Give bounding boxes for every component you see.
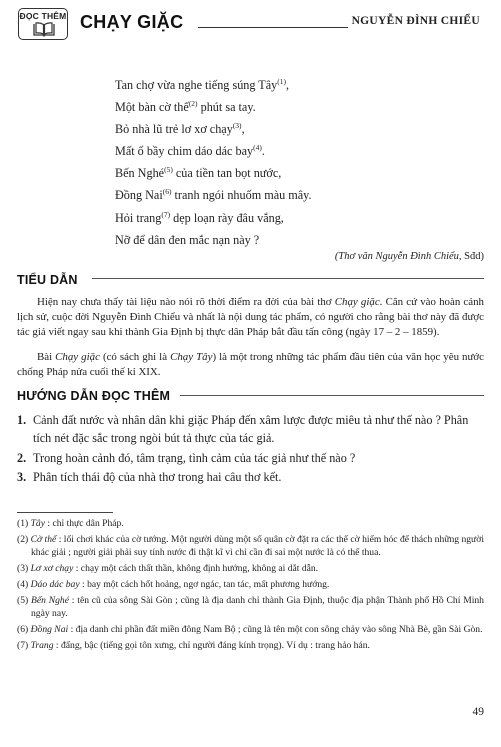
poem-source: (Thơ văn Nguyễn Đình Chiểu, Sđd) [334,251,484,262]
footnote-marker: (4) [253,143,262,153]
footnote-item: (7) Trang : đấng, bậc (tiếng gọi tôn xưng, chỉ người đáng kính trọng). Ví dụ : trang hảo hán. [17,639,370,651]
footnote-marker: (1) [277,76,286,86]
poem-line: Mất ổ bầy chim dáo dác bay$^{(4)}$. [115,143,265,159]
poem-line: Đồng Nai$^{(6)}$ tranh ngói nhuốm màu mây. [115,187,312,203]
header-rule [198,27,348,28]
footnote-item: (5) Bến Nghé : tên cũ của sông Sài Gòn ; cũng là địa danh chỉ thành Gia Định, thuộc địa phận Thành phố Hồ Chí Minh ngày nay. [17,594,484,619]
footnote-item: (1) Tây : chỉ thực dân Pháp. [17,518,124,529]
footnote-marker: (3) [232,121,242,131]
question-item: 2. Trong hoàn cảnh đó, tâm trạng, tình cảm của tác giả như thế nào ? [17,450,356,465]
question-item: 1. Cảnh đất nước và nhân dân khi giặc Pháp đến xâm lược được miêu tả như thế nào ? Phân tích nét đặc sắc trong ngòi bút tả thực của tác giả. [17,413,469,445]
poem-line: Tan chợ vừa nghe tiếng súng Tây$^{(1)}$, [115,76,290,92]
poem-line: Hỏi trang$^{(7)}$ dẹp loạn rày đâu vắng, [115,209,284,225]
page-header [18,8,484,42]
footnote-item: (2) Cờ thế : lối chơi khác của cờ tướng. Một người dùng một số quân cờ đặt ra các thế cờ hiểm hóc để thách những người khác giải ; người giải phải suy tính nước đi thật kĩ vì chỉ cần đi sai một nước là có thể thua. [17,533,484,559]
badge-label: ĐỌC THÊM [19,11,67,21]
footnote-marker: (5) [164,165,173,175]
footnote-item: (4) Dáo dác bay : bay một cách hốt hoảng, ngơ ngác, tan tác, mất phương hướng. [17,578,330,590]
poem-line: Bỏ nhà lũ trẻ lơ xơ chạy$^{(3)}$, [115,121,245,137]
question-item: 3. Phân tích thái độ của nhà thơ trong hai câu thơ kết. [17,470,282,485]
poem-line: Một bàn cờ thế$^{(2)}$ phút sa tay. [115,99,256,115]
page-number: 49 [472,706,484,718]
question-list [17,412,484,489]
poem-line: Bến Nghé$^{(5)}$ của tiền tan bọt nước, [115,165,282,181]
intro-heading-rule [92,278,484,279]
intro-heading: TIỂU DẪN [17,273,78,287]
doc-them-badge [18,8,68,40]
footnote-list [17,517,484,654]
poem [115,74,312,251]
footnote-marker: (2) [188,99,198,109]
footnote-rule [17,512,113,513]
footnote-marker: (6) [162,187,172,197]
intro-paragraph-2: Bài Chạy giặc (có sách ghi là Chạy Tây) là một trong những tác phẩm đầu tiên của văn học yêu nước chống Pháp nửa cuối thế kỉ XIX. [17,351,484,378]
footnote-item: (6) Đồng Nai : địa danh chỉ phần đất miền đông Nam Bộ ; cũng là tên một con sông chảy vào sông Nhà Bè, gần Sài Gòn. [17,623,483,635]
footnote-marker: (7) [161,209,171,219]
intro-paragraph-1: Hiện nay chưa thấy tài liệu nào nói rõ thời điểm ra đời của bài thơ Chạy giặc. Căn cứ vào hoàn cảnh lịch sử, cuộc đời Nguyễn Đình Chiểu và nhất là nội dung tác phẩm, có người cho rằng bài thơ này đã được tác giả viết ngay sau khi thành Gia Định bị thực dân Pháp bắt đầu tấn công (ngày 17 – 2 – 1859). [17,296,484,338]
page-title: CHẠY GIẶC [80,12,184,32]
author-name: NGUYỄN ĐÌNH CHIỂU [351,15,480,27]
footnote-item: (3) Lơ xơ chạy : chạy một cách thất thần, không định hướng, không ai dắt dẫn. [17,563,319,574]
guide-heading: HƯỚNG DẪN ĐỌC THÊM [17,389,171,403]
poem-line: Nỡ để dân đen mắc nạn này ? [115,232,260,247]
guide-heading-rule [180,395,484,396]
open-book-icon [33,22,55,37]
